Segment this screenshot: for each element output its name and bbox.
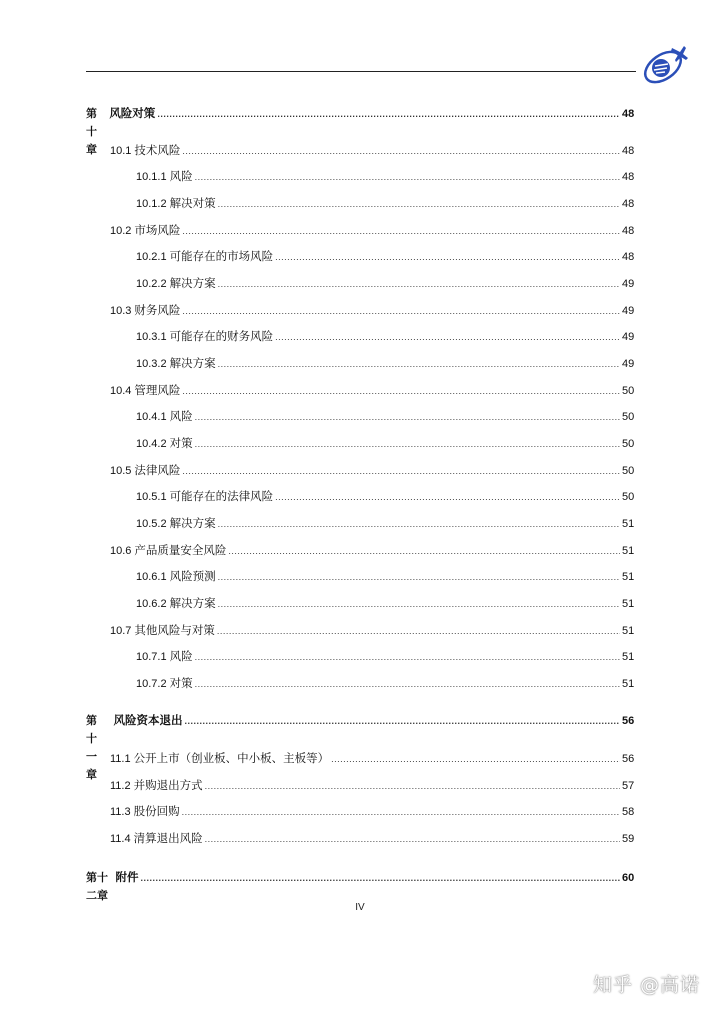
toc-entry-title: 清算退出风险 xyxy=(133,833,203,845)
toc-entry-number: 10.3.2 xyxy=(136,358,167,370)
toc-entry[interactable] xyxy=(110,382,634,400)
toc-entry-page: 60 xyxy=(622,872,635,884)
toc-entry[interactable] xyxy=(110,750,634,768)
toc-entry-page: 48 xyxy=(622,225,635,237)
toc-entry[interactable] xyxy=(110,142,634,160)
toc-entry-number: 11.2 xyxy=(110,780,131,792)
toc-entry[interactable] xyxy=(86,868,635,902)
toc-entry-title: 财务风险 xyxy=(134,305,181,317)
toc-entry-page: 51 xyxy=(622,545,635,557)
toc-entry-number: 10.6.2 xyxy=(136,598,167,610)
toc-entry-number: 10.1.2 xyxy=(136,198,167,210)
toc-entry-number: 10.3.1 xyxy=(136,331,167,343)
toc-entry-number: 10.2 xyxy=(110,225,132,237)
toc-entry[interactable] xyxy=(110,830,634,848)
toc-entry-page: 51 xyxy=(622,651,635,663)
toc-entry[interactable] xyxy=(110,462,634,480)
toc-entry[interactable] xyxy=(136,675,634,693)
toc-entry[interactable] xyxy=(110,542,634,560)
toc-entry[interactable] xyxy=(136,248,634,266)
toc-entry-title: 股份回购 xyxy=(133,806,180,818)
toc-entry-number: 10.1 xyxy=(110,145,132,157)
toc-entry-number: 10.2.2 xyxy=(136,278,167,290)
toc-entry-title: 风险对策 xyxy=(109,106,156,120)
toc-entry[interactable] xyxy=(110,622,634,640)
toc-entry-page: 49 xyxy=(622,331,635,343)
toc-entry-title: 风险资本退出 xyxy=(113,713,183,727)
toc-entry-page: 49 xyxy=(622,278,635,290)
logo-icon xyxy=(640,40,690,86)
toc-entry[interactable] xyxy=(136,275,634,293)
toc-entry-number: 第十一章 xyxy=(86,714,97,781)
toc-leader-dots xyxy=(195,435,620,453)
toc-entry[interactable] xyxy=(136,355,634,373)
toc-entry[interactable] xyxy=(136,328,634,346)
toc-entry-page: 50 xyxy=(622,411,635,423)
toc-entry-page: 51 xyxy=(622,571,635,583)
toc-entry[interactable] xyxy=(136,648,634,666)
toc-entry-number: 10.5.1 xyxy=(136,491,167,503)
toc-entry-page: 48 xyxy=(622,171,635,183)
toc-leader-dots xyxy=(275,328,620,346)
watermark: 知乎 @高诺 xyxy=(592,974,700,996)
toc-entry-page: 51 xyxy=(622,518,635,530)
header-rule xyxy=(86,71,636,72)
toc-entry-number: 10.4.1 xyxy=(136,411,167,423)
toc-entry-title: 产品质量安全风险 xyxy=(134,545,227,557)
toc-entry[interactable] xyxy=(110,222,634,240)
toc-entry-number: 10.7 xyxy=(110,625,132,637)
toc-entry[interactable] xyxy=(136,595,634,613)
toc-entry-title: 可能存在的市场风险 xyxy=(169,251,274,263)
toc-leader-dots xyxy=(157,105,620,123)
toc-entry[interactable] xyxy=(136,568,634,586)
toc-leader-dots xyxy=(218,355,620,373)
toc-entry-number: 10.2.1 xyxy=(136,251,167,263)
toc-leader-dots xyxy=(182,382,620,400)
toc-entry[interactable] xyxy=(110,777,634,795)
toc-entry-title: 解决方案 xyxy=(169,518,216,530)
toc-entry-number: 10.7.1 xyxy=(136,651,167,663)
toc-entry-title: 对策 xyxy=(169,678,193,690)
toc-leader-dots xyxy=(182,803,620,821)
toc-entry-title: 其他风险与对策 xyxy=(134,625,215,637)
toc-leader-dots xyxy=(195,675,620,693)
toc-entry-page: 48 xyxy=(622,251,635,263)
toc-entry[interactable] xyxy=(110,803,634,821)
page-number: IV xyxy=(355,902,365,913)
toc-entry-number: 第十章 xyxy=(86,107,97,156)
toc-leader-dots xyxy=(141,869,620,887)
toc-entry-title: 可能存在的法律风险 xyxy=(169,491,274,503)
toc-entry-number: 第十二章 xyxy=(86,871,108,902)
toc-leader-dots xyxy=(182,142,620,160)
toc-entry-page: 56 xyxy=(622,715,635,727)
toc-entry-number: 11.4 xyxy=(110,833,131,845)
toc-entry-page: 59 xyxy=(622,833,635,845)
toc-leader-dots xyxy=(217,622,620,640)
toc-leader-dots xyxy=(195,648,620,666)
toc-entry-number: 10.4.2 xyxy=(136,438,167,450)
toc-entry-page: 48 xyxy=(622,198,635,210)
toc-leader-dots xyxy=(205,777,620,795)
toc-entry-title: 风险 xyxy=(169,411,193,423)
toc-entry-title: 附件 xyxy=(115,870,139,884)
toc-entry-page: 51 xyxy=(622,598,635,610)
toc-entry-number: 10.3 xyxy=(110,305,132,317)
toc-entry[interactable] xyxy=(136,168,634,186)
toc-leader-dots xyxy=(218,515,620,533)
toc-entry-page: 50 xyxy=(622,491,635,503)
toc-entry-title: 并购退出方式 xyxy=(133,780,203,792)
toc-entry-number: 10.5.2 xyxy=(136,518,167,530)
toc-leader-dots xyxy=(184,712,620,730)
toc-entry-number: 10.6 xyxy=(110,545,132,557)
toc-entry-page: 51 xyxy=(622,678,635,690)
toc-entry-page: 48 xyxy=(622,145,635,157)
toc-entry-number: 10.7.2 xyxy=(136,678,167,690)
toc-entry-page: 49 xyxy=(622,358,635,370)
toc-leader-dots xyxy=(218,195,620,213)
toc-entry-title: 对策 xyxy=(169,438,193,450)
toc-entry[interactable] xyxy=(136,408,634,426)
toc-entry-title: 可能存在的财务风险 xyxy=(169,331,274,343)
toc-entry-title: 法律风险 xyxy=(134,465,181,477)
toc-entry-number: 10.1.1 xyxy=(136,171,167,183)
toc-entry-title: 解决方案 xyxy=(169,598,216,610)
toc-entry-title: 公开上市（创业板、中小板、主板等） xyxy=(133,753,330,765)
toc-leader-dots xyxy=(218,275,620,293)
toc-leader-dots xyxy=(331,750,620,768)
toc-leader-dots xyxy=(218,568,620,586)
toc-entry-number: 10.6.1 xyxy=(136,571,167,583)
toc-entry-number: 11.1 xyxy=(110,753,131,765)
toc-entry-title: 风险预测 xyxy=(169,571,216,583)
toc-entry-number: 11.3 xyxy=(110,806,131,818)
toc-entry-title: 解决方案 xyxy=(169,358,216,370)
toc-entry-number: 10.4 xyxy=(110,385,132,397)
toc-entry-title: 解决对策 xyxy=(169,198,216,210)
toc-entry-page: 50 xyxy=(622,465,635,477)
toc-entry-page: 51 xyxy=(622,625,635,637)
toc-entry-title: 管理风险 xyxy=(134,385,181,397)
toc-entry-title: 风险 xyxy=(169,171,193,183)
toc-entry-page: 49 xyxy=(622,305,635,317)
toc-leader-dots xyxy=(218,595,620,613)
toc-entry[interactable] xyxy=(136,515,634,533)
toc-entry-title: 技术风险 xyxy=(134,145,181,157)
toc-leader-dots xyxy=(195,168,620,186)
toc-leader-dots xyxy=(275,248,620,266)
toc-leader-dots xyxy=(182,302,620,320)
toc-entry-title: 市场风险 xyxy=(134,225,181,237)
toc-leader-dots xyxy=(182,222,620,240)
toc-entry[interactable] xyxy=(136,195,634,213)
toc-entry-page: 48 xyxy=(622,108,635,120)
toc-entry[interactable] xyxy=(110,302,634,320)
toc-leader-dots xyxy=(205,830,620,848)
toc-entry-page: 50 xyxy=(622,385,635,397)
toc-leader-dots xyxy=(228,542,620,560)
toc-leader-dots xyxy=(195,408,620,426)
toc-entry-title: 解决方案 xyxy=(169,278,216,290)
toc-leader-dots xyxy=(275,488,620,506)
toc-entry-title: 风险 xyxy=(169,651,193,663)
toc-leader-dots xyxy=(182,462,620,480)
toc-entry-number: 10.5 xyxy=(110,465,132,477)
toc-entry-page: 57 xyxy=(622,780,635,792)
toc-entry-page: 58 xyxy=(622,806,635,818)
toc-entry[interactable] xyxy=(136,435,634,453)
toc-entry-page: 56 xyxy=(622,753,635,765)
toc-entry-page: 50 xyxy=(622,438,635,450)
toc-entry[interactable] xyxy=(136,488,634,506)
